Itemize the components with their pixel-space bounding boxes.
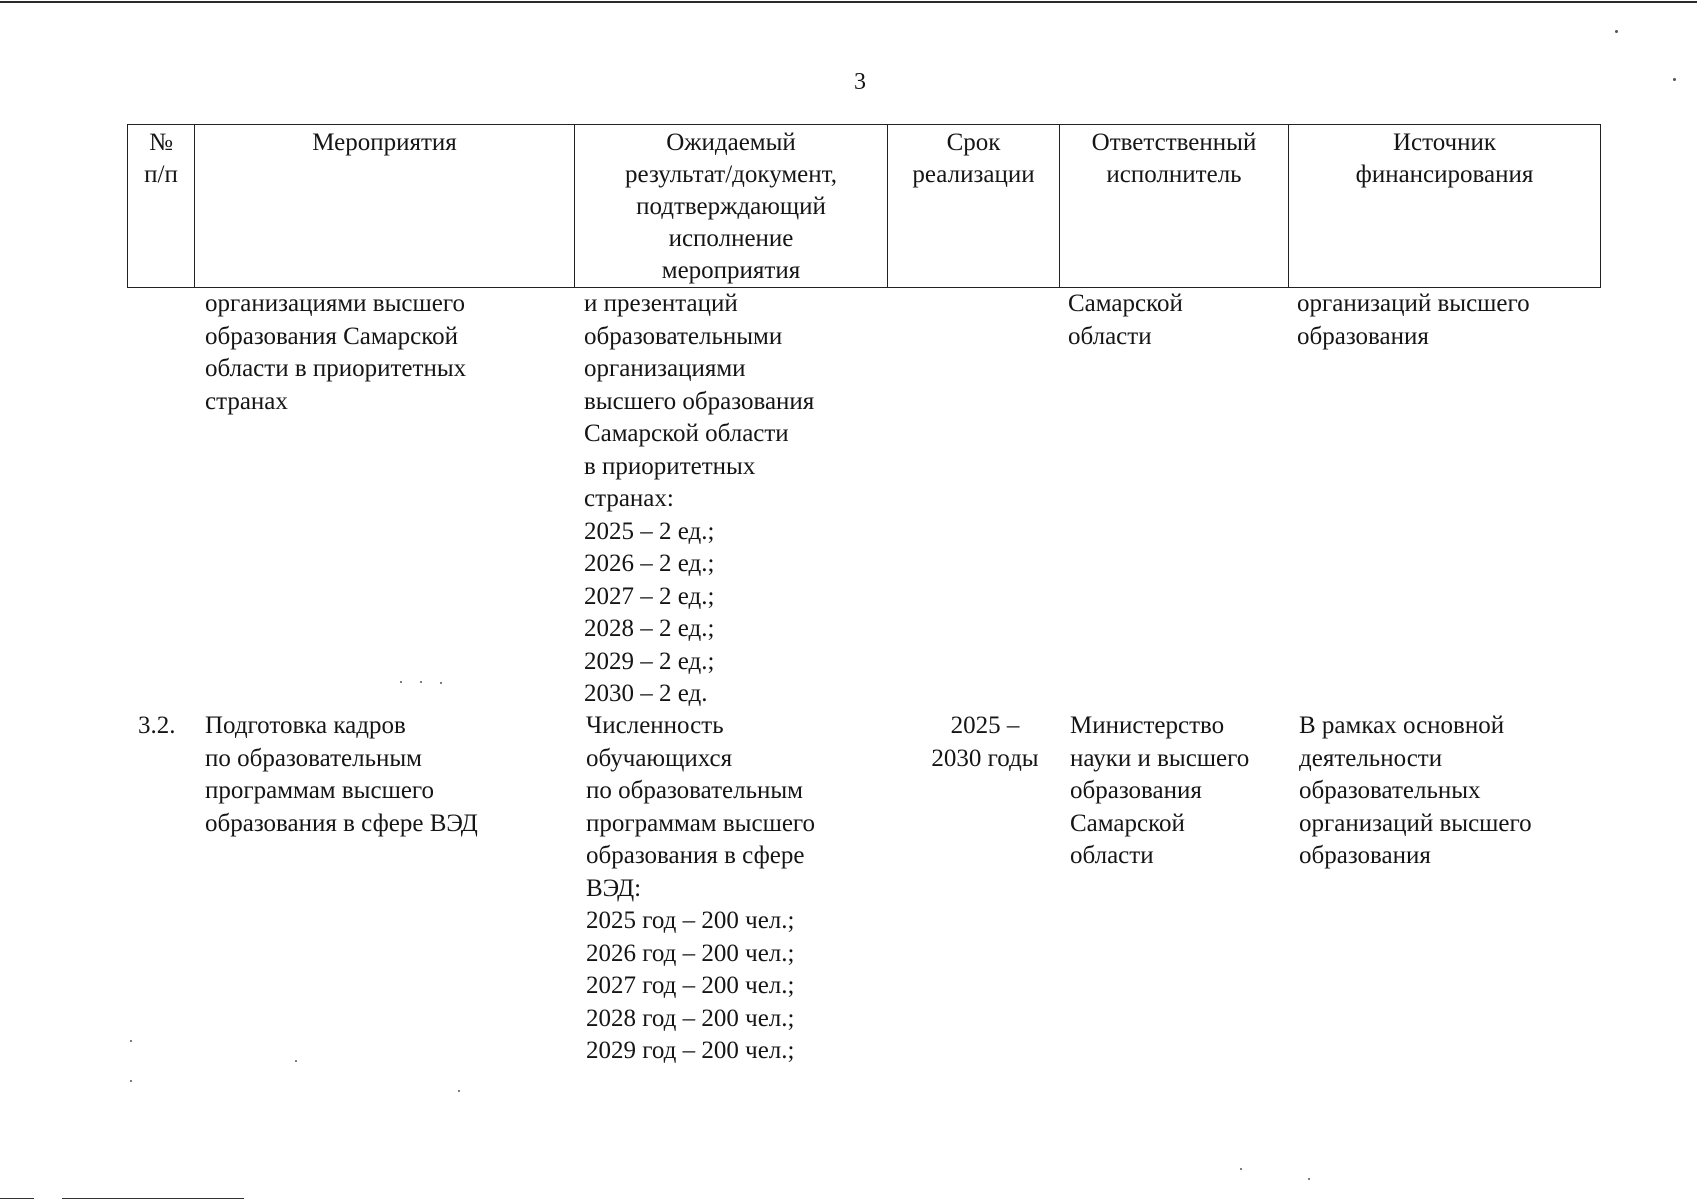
bottom-rule-long xyxy=(62,1198,244,1199)
scan-speck xyxy=(440,682,442,684)
row-2-event: Подготовка кадров по образовательным программам высшего образования в сфере ВЭД xyxy=(205,712,478,837)
page-number: 3 xyxy=(854,69,866,95)
header-executor: Ответственный исполнитель xyxy=(1060,125,1289,288)
row-1-event: организациями высшего образования Самарской области в приоритетных странах xyxy=(205,290,467,415)
header-events: Мероприятия xyxy=(195,125,575,288)
scan-speck xyxy=(420,681,422,683)
row-2-executor: Министерство науки и высшего образования Самарской области xyxy=(1070,712,1250,869)
row-1-result: и презентаций образовательными организациями высшего образования Самарской области в приоритетных странах: 2025 – 2 ед.; 2026 – 2 ед.; 2027 – 2 ед.; 2028 – 2 ед.; 2029 – 2 ед.; 2030 – 2 ед. xyxy=(584,290,815,707)
scan-speck xyxy=(130,1080,132,1082)
row-2-source: В рамках основной деятельности образовательных организаций высшего образования xyxy=(1299,712,1532,869)
row-2-num: 3.2. xyxy=(138,712,176,739)
scan-speck xyxy=(1308,1178,1310,1180)
row-2-term: 2025 – 2030 годы xyxy=(931,712,1039,772)
scan-speck xyxy=(1615,30,1618,33)
header-num: № п/п xyxy=(128,125,195,288)
row-1-source: организаций высшего образования xyxy=(1297,290,1530,350)
scan-speck xyxy=(1240,1168,1242,1170)
scan-speck xyxy=(1673,78,1676,81)
header-result: Ожидаемый результат/документ, подтверждающий исполнение мероприятия xyxy=(575,125,888,288)
header-source: Источник финансирования xyxy=(1289,125,1601,288)
table-header xyxy=(127,124,1601,288)
row-1-executor: Самарской области xyxy=(1068,290,1183,350)
header-term: Срок реализации xyxy=(888,125,1060,288)
row-2-result: Численность обучающихся по образовательным программам высшего образования в сфере ВЭД: 2025 год – 200 чел.; 2026 год – 200 чел.; 2027 год – 200 чел.; 2028 год – 200 чел.; 2029 год – 200 чел.; xyxy=(586,712,816,1064)
scan-speck xyxy=(130,1040,132,1042)
scan-speck xyxy=(295,1060,297,1062)
header-row xyxy=(128,125,1601,288)
scan-speck xyxy=(400,681,402,683)
scan-speck xyxy=(458,1090,460,1092)
top-border-line xyxy=(0,1,1697,3)
bottom-rule-short xyxy=(0,1198,34,1199)
